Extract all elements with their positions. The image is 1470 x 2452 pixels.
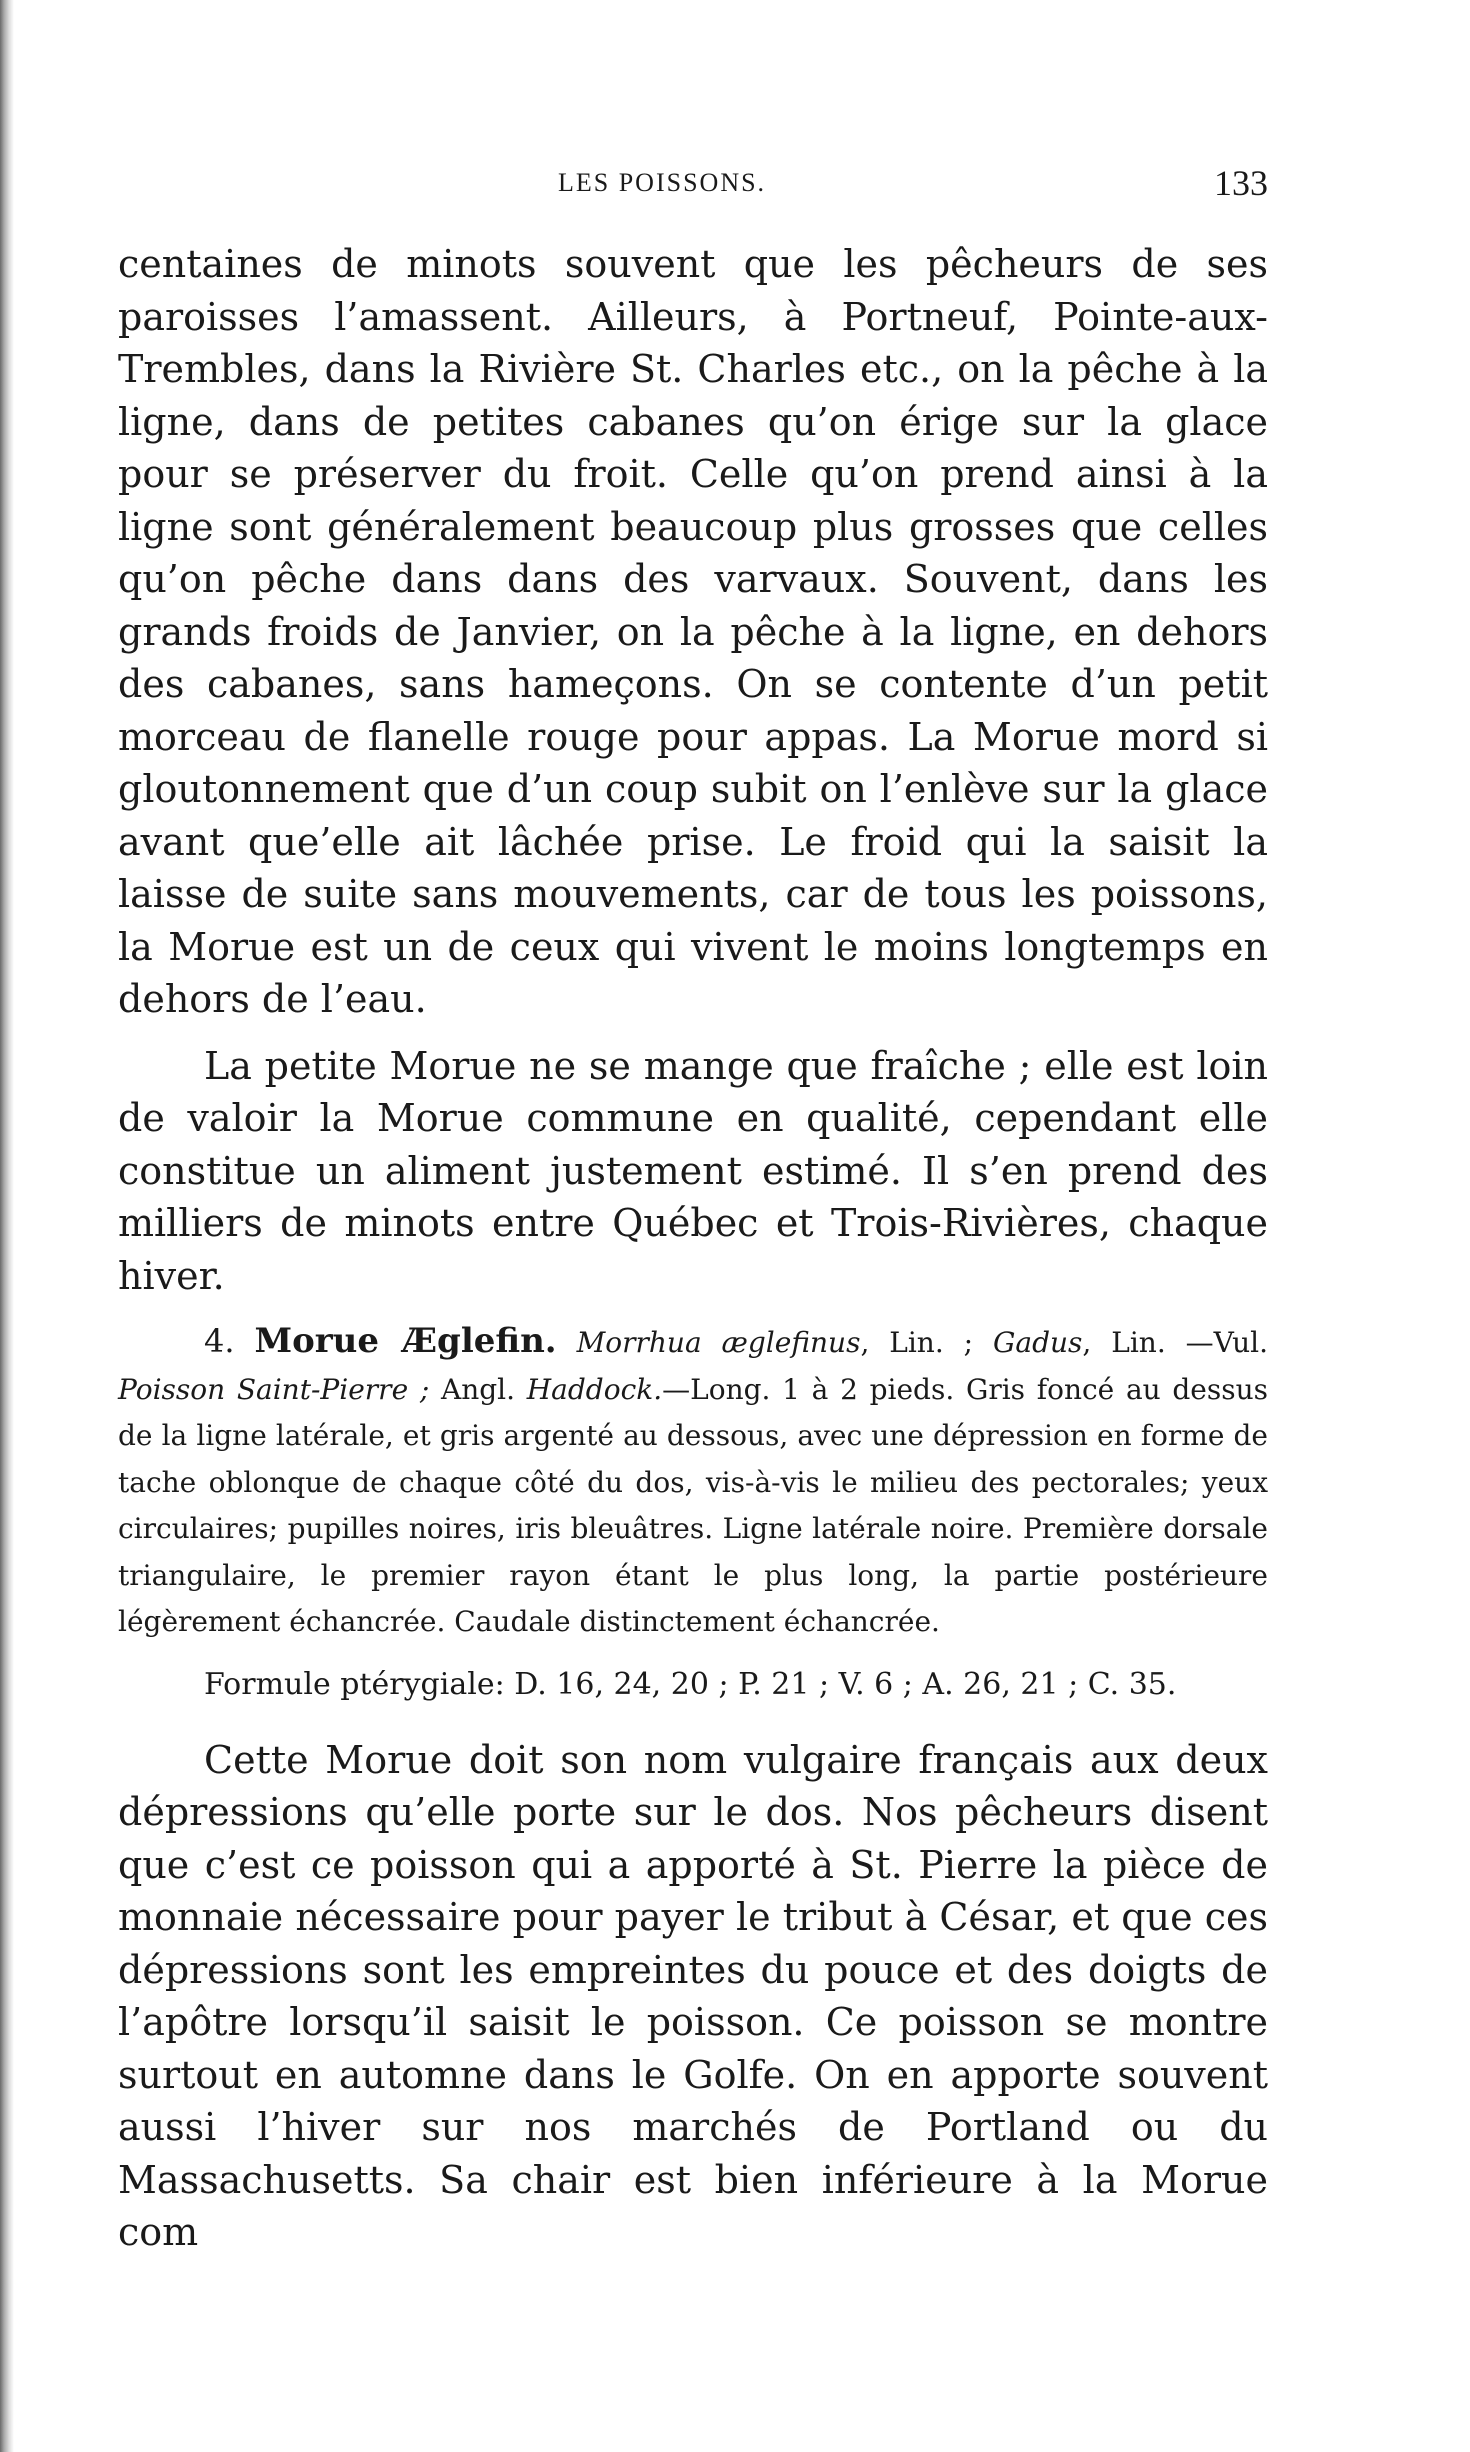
paragraph-continuation: centaines de minots souvent que les pêcheurs de ses paroisses l’amassent. Ailleurs, à Portneuf, Pointe-aux-Trembles, dans la Rivière St. Charles etc., on la pêche à la ligne, dans de petites cabanes qu’on érige sur la glace pour se préserver du froit. Celle qu’on prend ainsi à la ligne sont généralement beaucoup plus grosses que celles qu’on pêche dans dans des varvaux. Souvent, dans les grands froids de Janvier, on la pêche à la ligne, en dehors des cabanes, sans hameçons. On se contente d’un petit morceau de flanelle rouge pour appas. La Morue mord si gloutonnement que d’un coup subit on l’enlève sur la glace avant que’elle ait lâchée prise. Le froid qui la saisit la laisse de suite sans mouvements, car de tous les poissons, la Morue est un de ceux qui vivent le moins longtemps en dehors de l’eau. — [118, 242, 1268, 1021]
running-title: LES POISSONS. — [558, 168, 767, 197]
text-block — [118, 238, 1268, 2259]
species-description: —Long. 1 à 2 pieds. Gris foncé au dessus de la ligne latérale, et gris argenté au dessous, avec une dépression en forme de tache oblonque de chaque côté du dos, vis-à-vis le milieu des pectorales; yeux circulaires; pupilles noires, iris bleuâtres. Ligne latérale noire. Première dorsale triangulaire, le premier rayon étant le plus long, la partie postérieure légèrement échancrée. Caudale distinctement échancrée. — [118, 1372, 1269, 1638]
paragraph-petite-morue: La petite Morue ne se mange que fraîche ; elle est loin de valoir la Morue commune en qualité, cependant elle constitue un aliment justement estimé. Il s’en prend des milliers de minots entre Québec et Trois-Rivières, chaque hiver. — [118, 1043, 1268, 1298]
english-prefix: Angl. — [441, 1372, 516, 1406]
species-name: Morue Æglefin. — [254, 1321, 557, 1361]
species-entry — [118, 1318, 1268, 1646]
book-page — [118, 0, 1268, 2452]
page-number: 133 — [1214, 163, 1268, 203]
species-number: 4. — [204, 1322, 235, 1360]
paragraph-saint-pierre: Cette Morue doit son nom vulgaire français aux deux dépressions qu’elle porte sur le dos. Nos pêcheurs disent que c’est ce poisson qui a apporté à St. Pierre la pièce de monnaie nécessaire pour payer le tribut à César, et que ces dépressions sont les empreintes du pouce et des doigts de l’apôtre lorsqu’il saisit le poisson. Ce poisson se montre surtout en automne dans le Golfe. On en apporte souvent aussi l’hiver sur nos marchés de Portland ou du Massachusetts. Sa chair est bien inférieure à la Morue com — [118, 1737, 1268, 2254]
running-head — [118, 163, 1268, 208]
english-name: Haddock. — [526, 1372, 663, 1406]
authority-linnaeus-2: , Lin. —Vul. — [1082, 1326, 1268, 1359]
authority-linnaeus-1: , Lin. ; — [860, 1326, 974, 1359]
vulgar-name: Poisson Saint-Pierre ; — [118, 1372, 430, 1406]
latin-name-gadus: Gadus — [993, 1326, 1083, 1359]
page-binding-edge — [0, 0, 14, 2452]
pterygial-formula: Formule ptérygiale: D. 16, 24, 20 ; P. 21 ; V. 6 ; A. 26, 21 ; C. 35. — [204, 1666, 1177, 1702]
latin-name-morrhua: Morrhua æglefinus — [576, 1326, 861, 1359]
